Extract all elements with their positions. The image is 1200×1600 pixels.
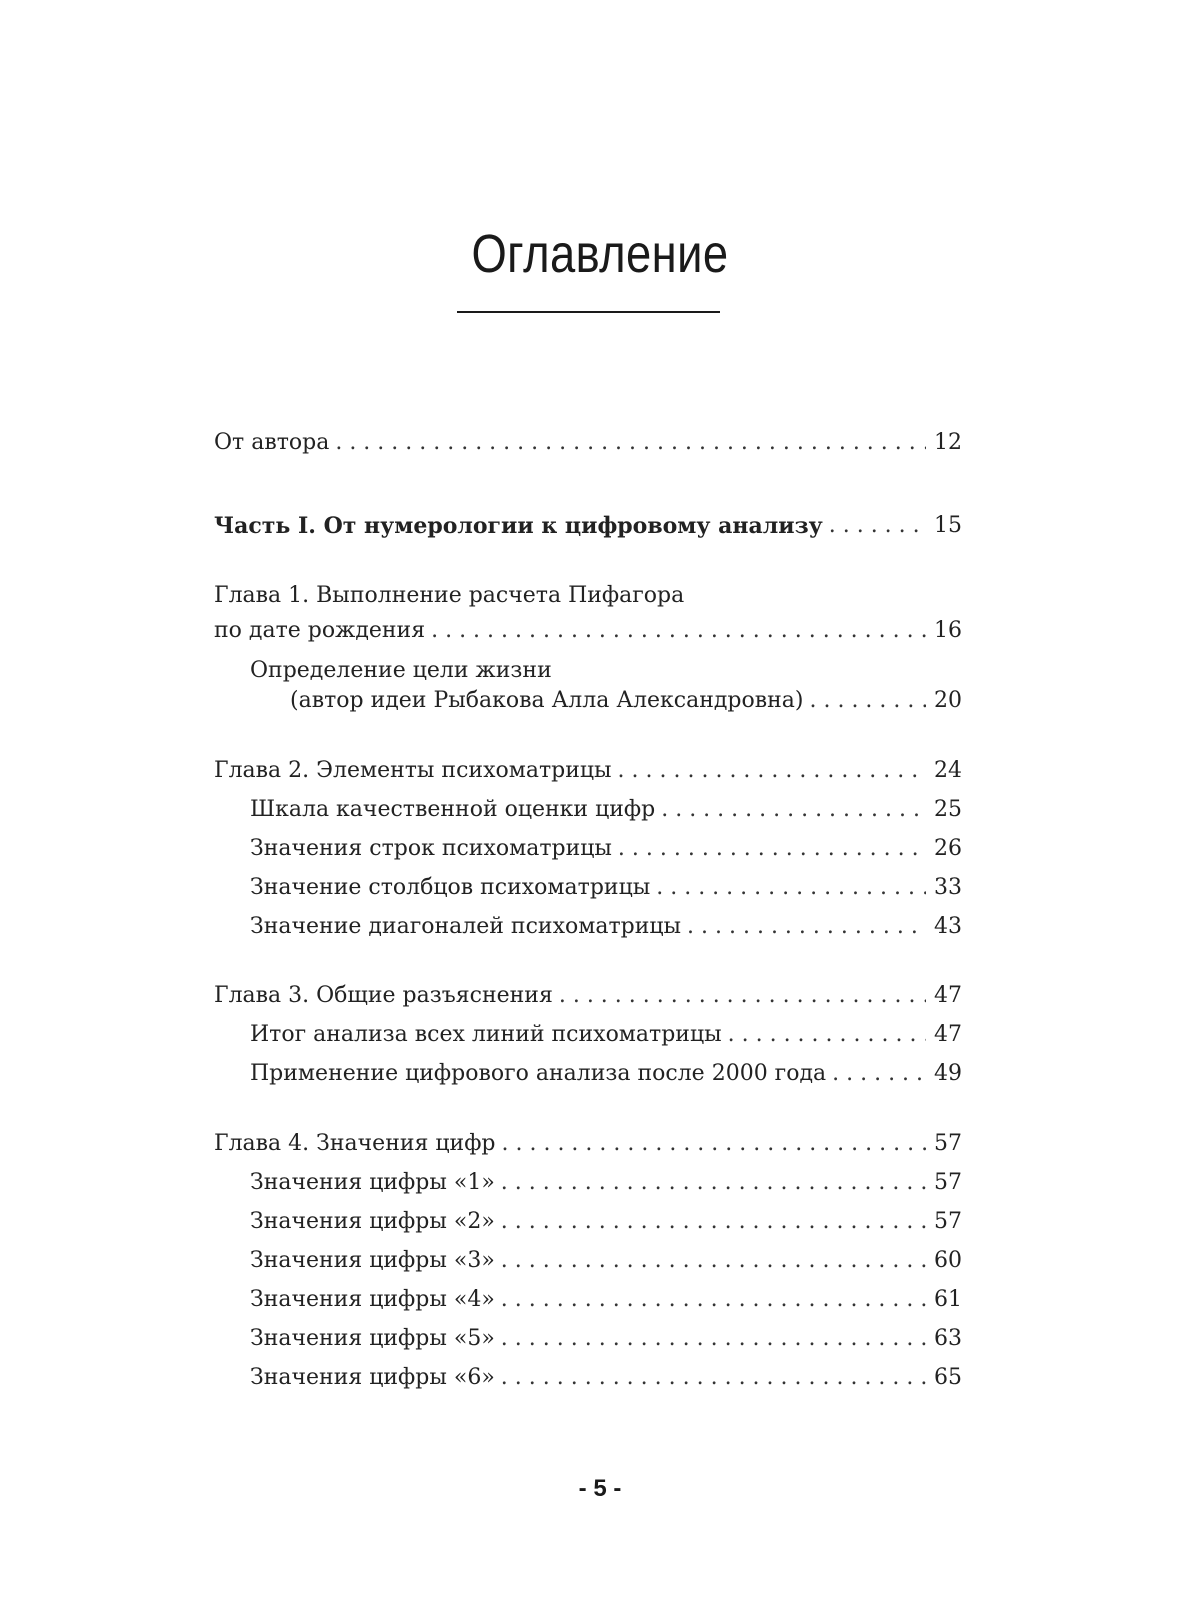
toc-page-number: 43 xyxy=(934,914,962,939)
dot-leader xyxy=(501,1285,926,1315)
dot-leader xyxy=(618,834,926,864)
toc-entry-from-author[interactable] xyxy=(214,420,962,458)
toc-subentry[interactable] xyxy=(250,1277,962,1315)
toc-subentry-line1[interactable]: Определение цели жизни xyxy=(250,658,552,683)
toc-entry-title: Значения цифры «5» xyxy=(250,1326,495,1351)
dot-leader xyxy=(687,912,926,942)
toc-entry-title: Значения цифры «3» xyxy=(250,1248,495,1273)
toc-subentry[interactable] xyxy=(250,826,962,864)
toc-subentry[interactable] xyxy=(250,1316,962,1354)
toc-entry-chapter-3[interactable] xyxy=(214,973,962,1011)
dot-leader xyxy=(501,1363,926,1393)
toc-entry-chapter-1[interactable] xyxy=(214,608,962,646)
toc-subentry[interactable] xyxy=(250,1160,962,1198)
dot-leader xyxy=(501,1246,926,1276)
toc-entry-chapter-2[interactable] xyxy=(214,748,962,786)
toc-entry-title: От автора xyxy=(214,430,330,455)
dot-leader xyxy=(656,873,926,903)
toc-entry-title: Значение столбцов психоматрицы xyxy=(250,875,651,900)
dot-leader xyxy=(501,1324,926,1354)
dot-leader xyxy=(501,1168,926,1198)
toc-entry-title: Значение диагоналей психоматрицы xyxy=(250,914,682,939)
toc-page-number: 49 xyxy=(934,1061,962,1086)
toc-subentry[interactable] xyxy=(250,904,962,942)
toc-page-number: 15 xyxy=(934,513,962,538)
page-number-footer: - 5 - xyxy=(578,1475,622,1502)
toc-page-number: 16 xyxy=(934,618,962,643)
toc-entry-title: Часть I. От нумерологии к цифровому анализу xyxy=(214,513,823,539)
toc-entry-title: Глава 3. Общие разъяснения xyxy=(214,983,553,1008)
toc-entry-title: Значения цифры «2» xyxy=(250,1209,495,1234)
toc-entry-title: Глава 4. Значения цифр xyxy=(214,1131,496,1156)
toc-page-number: 57 xyxy=(934,1170,962,1195)
toc-subentry[interactable] xyxy=(250,1238,962,1276)
dot-leader xyxy=(502,1129,927,1159)
toc-entry-title: Шкала качественной оценки цифр xyxy=(250,797,656,822)
toc-entry-part-1[interactable] xyxy=(214,503,962,541)
toc-subentry[interactable] xyxy=(250,1199,962,1237)
toc-page-number: 47 xyxy=(934,1022,962,1047)
toc-entry-title: Глава 2. Элементы психоматрицы xyxy=(214,758,612,783)
toc-subentry[interactable] xyxy=(250,787,962,825)
toc-page-number: 57 xyxy=(934,1131,962,1156)
toc-entry-title: Значения цифры «4» xyxy=(250,1287,495,1312)
toc-subentry[interactable] xyxy=(250,1355,962,1393)
toc-page-number: 57 xyxy=(934,1209,962,1234)
page-title: Оглавление xyxy=(471,224,729,284)
toc-page-number: 26 xyxy=(934,836,962,861)
toc-entry-title: Применение цифрового анализа после 2000 года xyxy=(250,1061,827,1086)
toc-page-number: 12 xyxy=(934,430,962,455)
dot-leader xyxy=(335,428,926,458)
toc-subentry[interactable] xyxy=(290,678,962,716)
dot-leader xyxy=(829,511,926,541)
toc-page-number: 65 xyxy=(934,1365,962,1390)
toc-page-number: 25 xyxy=(934,797,962,822)
toc-subentry[interactable] xyxy=(250,865,962,903)
toc-entry-title: (автор идеи Рыбакова Алла Александровна) xyxy=(290,688,804,713)
toc-entry-chapter-4[interactable] xyxy=(214,1121,962,1159)
dot-leader xyxy=(559,981,926,1011)
toc-page-number: 20 xyxy=(934,688,962,713)
dot-leader xyxy=(728,1020,926,1050)
toc-entry-title: Значения строк психоматрицы xyxy=(250,836,612,861)
toc-entry-title: по дате рождения xyxy=(214,618,426,643)
toc-entry-chapter-1-line1[interactable]: Глава 1. Выполнение расчета Пифагора xyxy=(214,583,685,608)
dot-leader xyxy=(501,1207,926,1237)
toc-entry-title: Значения цифры «6» xyxy=(250,1365,495,1390)
toc-page-number: 33 xyxy=(934,875,962,900)
toc-page-number: 60 xyxy=(934,1248,962,1273)
dot-leader xyxy=(832,1059,926,1089)
toc-page-number: 61 xyxy=(934,1287,962,1312)
toc-subentry[interactable] xyxy=(250,1012,962,1050)
dot-leader xyxy=(661,795,926,825)
toc-entry-title: Итог анализа всех линий психоматрицы xyxy=(250,1022,722,1047)
toc-page-number: 47 xyxy=(934,983,962,1008)
dot-leader xyxy=(618,756,926,786)
dot-leader xyxy=(431,616,926,646)
toc-page-number: 63 xyxy=(934,1326,962,1351)
toc-page-number: 24 xyxy=(934,758,962,783)
title-underline xyxy=(457,311,720,313)
toc-subentry[interactable] xyxy=(250,1051,962,1089)
toc-entry-title: Значения цифры «1» xyxy=(250,1170,495,1195)
dot-leader xyxy=(809,686,926,716)
